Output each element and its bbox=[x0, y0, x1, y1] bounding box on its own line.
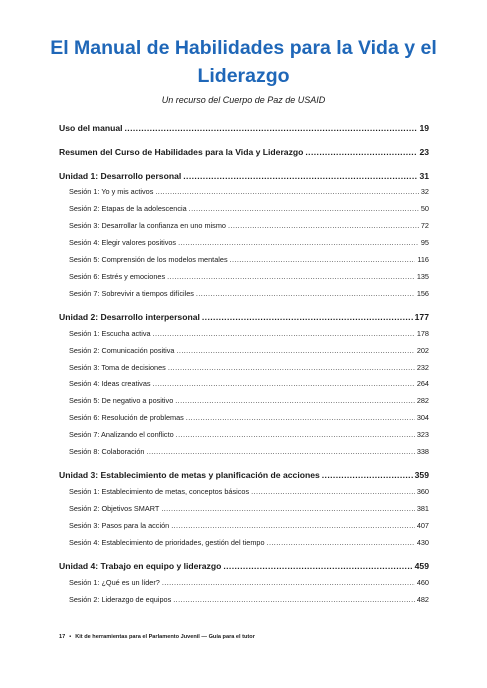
toc-entry-label: Sesión 3: Pasos para la acción bbox=[69, 521, 170, 530]
toc-entry-label: Sesión 4: Elegir valores positivos bbox=[69, 238, 177, 247]
toc-entry-page-number: 156 bbox=[416, 289, 429, 298]
toc-entry-label: Sesión 4: Establecimiento de prioridades, gestión del tiempo bbox=[69, 538, 265, 547]
toc-unit-entry[interactable] bbox=[59, 311, 429, 323]
document-subtitle: Un recurso del Cuerpo de Paz de USAID bbox=[161, 95, 326, 105]
toc-session-entry[interactable] bbox=[69, 288, 429, 300]
toc-session-entry[interactable] bbox=[69, 429, 429, 441]
toc-session-entry[interactable] bbox=[69, 362, 429, 374]
toc-entry-page-number: 19 bbox=[419, 123, 429, 133]
toc-dot-leader bbox=[176, 429, 415, 441]
toc-dot-leader bbox=[176, 345, 414, 357]
toc-entry-page-number: 460 bbox=[416, 578, 429, 587]
toc-dot-leader bbox=[230, 254, 416, 266]
footer-page-number: 17 bbox=[59, 634, 66, 640]
toc-session-entry[interactable] bbox=[69, 486, 429, 498]
toc-session-entry[interactable] bbox=[69, 446, 429, 458]
toc-entry-page-number: 95 bbox=[420, 238, 429, 247]
toc-entry-label: Sesión 6: Resolución de problemas bbox=[69, 413, 184, 422]
footer-text: Kit de herramientas para el Parlamento Juvenil — Guía para el tutor bbox=[75, 634, 255, 640]
toc-dot-leader bbox=[186, 412, 415, 424]
toc-session-entry[interactable] bbox=[69, 345, 429, 357]
toc-entry-label: Resumen del Curso de Habilidades para la Vida y Liderazgo bbox=[59, 147, 304, 157]
toc-entry-label: Sesión 7: Sobrevivir a tiempos difíciles bbox=[69, 289, 194, 298]
toc-unit-entry[interactable] bbox=[59, 122, 429, 134]
toc-entry-label: Unidad 4: Trabajo en equipo y liderazgo bbox=[59, 561, 222, 571]
toc-dot-leader bbox=[146, 446, 414, 458]
toc-entry-page-number: 178 bbox=[416, 329, 429, 338]
toc-entry-page-number: 232 bbox=[416, 363, 429, 372]
toc-session-entry[interactable] bbox=[69, 378, 429, 390]
toc-entry-label: Sesión 2: Comunicación positiva bbox=[69, 346, 175, 355]
toc-entry-page-number: 360 bbox=[416, 487, 429, 496]
toc-dot-leader bbox=[178, 237, 419, 249]
toc-dot-leader bbox=[305, 146, 417, 158]
toc-entry-label: Unidad 1: Desarrollo personal bbox=[59, 171, 182, 181]
toc-dot-leader bbox=[196, 288, 415, 300]
toc-dot-leader bbox=[162, 577, 415, 589]
toc-entry-label: Sesión 2: Objetivos SMART bbox=[69, 504, 160, 513]
toc-entry-label: Sesión 1: Escucha activa bbox=[69, 329, 151, 338]
toc-session-entry[interactable] bbox=[69, 594, 429, 606]
toc-entry-label: Sesión 3: Toma de decisiones bbox=[69, 363, 166, 372]
toc-entry-label: Sesión 4: Ideas creativas bbox=[69, 379, 151, 388]
toc-unit-entry[interactable] bbox=[59, 170, 429, 182]
toc-unit-entry[interactable] bbox=[59, 560, 429, 572]
toc-entry-page-number: 304 bbox=[416, 413, 429, 422]
toc-dot-leader bbox=[322, 469, 413, 481]
toc-entry-page-number: 116 bbox=[417, 255, 429, 264]
toc-entry-page-number: 430 bbox=[416, 538, 429, 547]
toc-entry-page-number: 264 bbox=[416, 379, 429, 388]
toc-entry-page-number: 459 bbox=[414, 561, 429, 571]
toc-entry-page-number: 177 bbox=[414, 312, 429, 322]
toc-entry-label: Sesión 5: De negativo a positivo bbox=[69, 396, 174, 405]
toc-entry-label: Sesión 6: Estrés y emociones bbox=[69, 272, 166, 281]
toc-unit-entry[interactable] bbox=[59, 469, 429, 481]
toc-entry-page-number: 407 bbox=[416, 521, 429, 530]
toc-session-entry[interactable] bbox=[69, 395, 429, 407]
toc-session-entry[interactable] bbox=[69, 203, 429, 215]
toc-session-entry[interactable] bbox=[69, 577, 429, 589]
toc-session-entry[interactable] bbox=[69, 537, 429, 549]
toc-dot-leader bbox=[153, 328, 415, 340]
toc-dot-leader bbox=[251, 486, 415, 498]
document-title: El Manual de Habilidades para la Vida y el Liderazgo bbox=[50, 37, 437, 87]
toc-session-entry[interactable] bbox=[69, 412, 429, 424]
toc-entry-page-number: 338 bbox=[416, 447, 429, 456]
toc-session-entry[interactable] bbox=[69, 503, 429, 515]
toc-dot-leader bbox=[161, 503, 415, 515]
toc-entry-label: Sesión 1: Establecimiento de metas, conceptos básicos bbox=[69, 487, 250, 496]
toc-entry-page-number: 50 bbox=[420, 204, 429, 213]
toc-entry-page-number: 482 bbox=[416, 595, 429, 604]
toc-dot-leader bbox=[228, 220, 419, 232]
toc-dot-leader bbox=[189, 203, 419, 215]
toc-dot-leader bbox=[202, 311, 413, 323]
toc-entry-label: Uso del manual bbox=[59, 123, 123, 133]
toc-dot-leader bbox=[175, 395, 415, 407]
toc-dot-leader bbox=[183, 170, 417, 182]
toc-entry-label: Sesión 5: Comprensión de los modelos mentales bbox=[69, 255, 228, 264]
toc-session-entry[interactable] bbox=[69, 237, 429, 249]
toc-entry-label: Sesión 1: Yo y mis activos bbox=[69, 187, 154, 196]
toc-unit-entry[interactable] bbox=[59, 146, 429, 158]
toc-entry-page-number: 72 bbox=[420, 221, 429, 230]
toc-entry-label: Sesión 3: Desarrollar la confianza en uno mismo bbox=[69, 221, 226, 230]
toc-entry-label: Unidad 2: Desarrollo interpersonal bbox=[59, 312, 200, 322]
toc-dot-leader bbox=[167, 271, 415, 283]
toc-dot-leader bbox=[171, 520, 415, 532]
toc-session-entry[interactable] bbox=[69, 254, 429, 266]
toc-entry-label: Sesión 2: Etapas de la adolescencia bbox=[69, 204, 187, 213]
toc-dot-leader bbox=[168, 362, 415, 374]
toc-entry-label: Unidad 3: Establecimiento de metas y planificación de acciones bbox=[59, 470, 320, 480]
toc-entry-page-number: 32 bbox=[420, 187, 429, 196]
toc-session-entry[interactable] bbox=[69, 328, 429, 340]
toc-entry-page-number: 23 bbox=[419, 147, 429, 157]
toc-dot-leader bbox=[153, 378, 415, 390]
toc-entry-page-number: 323 bbox=[416, 430, 429, 439]
toc-dot-leader bbox=[155, 186, 419, 198]
toc-session-entry[interactable] bbox=[69, 220, 429, 232]
toc-session-entry[interactable] bbox=[69, 271, 429, 283]
toc-entry-page-number: 202 bbox=[416, 346, 429, 355]
toc-entry-page-number: 381 bbox=[416, 504, 429, 513]
toc-entry-label: Sesión 7: Analizando el conflicto bbox=[69, 430, 174, 439]
toc-dot-leader bbox=[267, 537, 415, 549]
page-footer bbox=[59, 633, 255, 641]
toc-entry-page-number: 359 bbox=[414, 470, 429, 480]
toc-entry-label: Sesión 8: Colaboración bbox=[69, 447, 145, 456]
toc-entry-page-number: 135 bbox=[416, 272, 429, 281]
toc-entry-page-number: 31 bbox=[419, 171, 429, 181]
footer-bullet: • bbox=[69, 634, 72, 640]
toc-dot-leader bbox=[223, 560, 412, 572]
toc-session-entry[interactable] bbox=[69, 186, 429, 198]
toc-dot-leader bbox=[125, 122, 418, 134]
toc-entry-page-number: 282 bbox=[416, 396, 429, 405]
toc-entry-label: Sesión 2: Liderazgo de equipos bbox=[69, 595, 172, 604]
toc-dot-leader bbox=[173, 594, 415, 606]
toc-entry-label: Sesión 1: ¿Qué es un líder? bbox=[69, 578, 160, 587]
toc-session-entry[interactable] bbox=[69, 520, 429, 532]
